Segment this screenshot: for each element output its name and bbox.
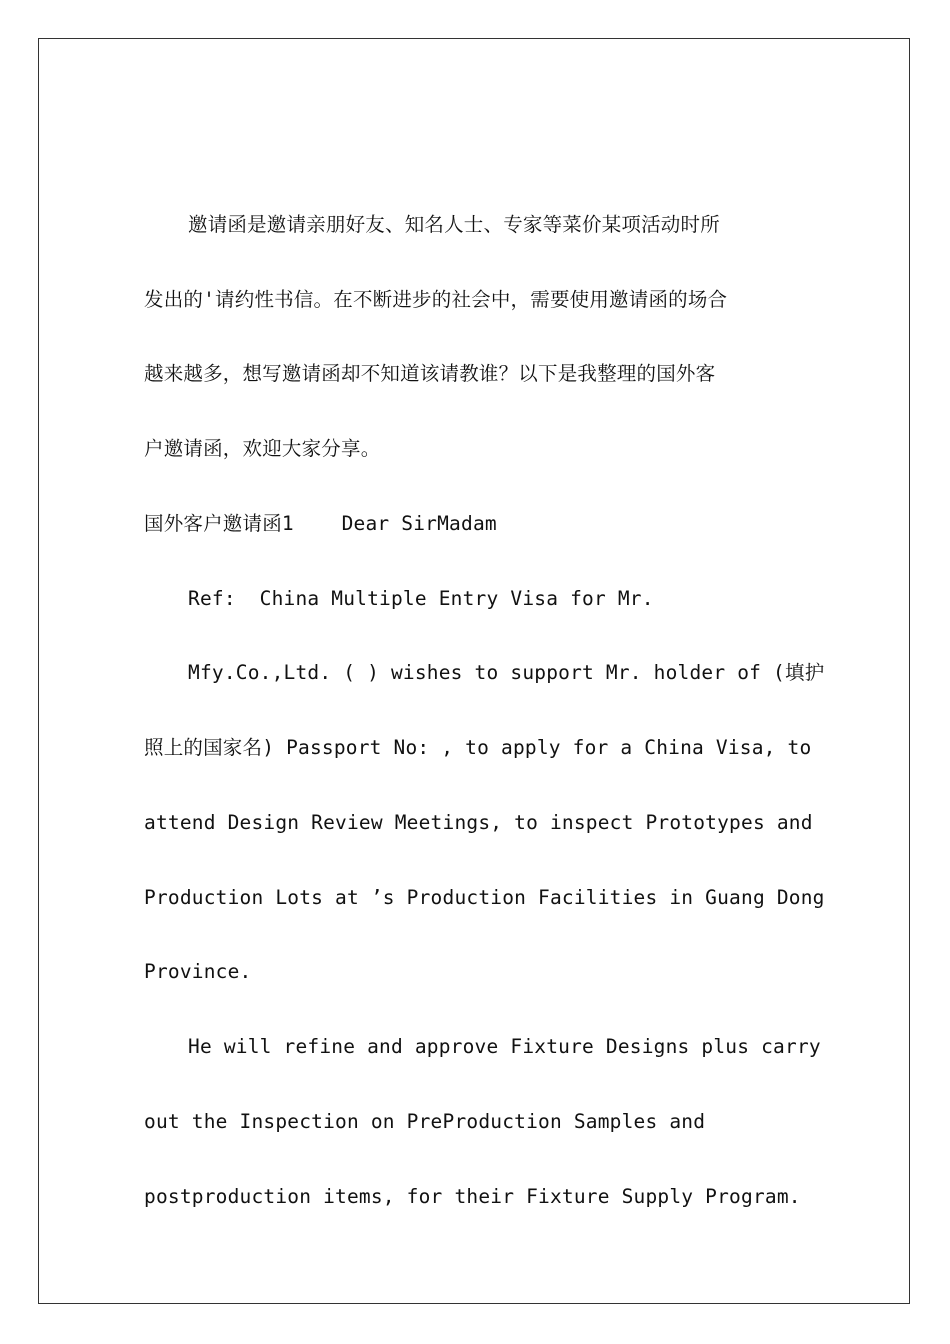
body-line-1: Mfy.Co.,Ltd. ( ) wishes to support Mr. holder of (填护 bbox=[188, 661, 825, 684]
letter-heading: 国外客户邀请函1 Dear SirMadam bbox=[144, 512, 497, 535]
ref-line: Ref: China Multiple Entry Visa for Mr. bbox=[188, 587, 654, 610]
intro-line-3: 越来越多，想写邀请函却不知道该请教谁？以下是我整理的国外客 bbox=[144, 362, 716, 385]
intro-line-1: 邀请函是邀请亲朋好友、知名人士、专家等菜价某项活动时所 bbox=[188, 213, 720, 236]
body-line-4: Production Lots at ’s Production Facilities in Guang Dong bbox=[144, 886, 825, 909]
body-line-8: postproduction items, for their Fixture Supply Program. bbox=[144, 1185, 801, 1208]
body-line-6: He will refine and approve Fixture Designs plus carry bbox=[188, 1035, 821, 1058]
intro-line-4: 户邀请函，欢迎大家分享。 bbox=[144, 437, 381, 460]
body-line-5: Province. bbox=[144, 960, 252, 983]
body-line-3: attend Design Review Meetings, to inspect Prototypes and bbox=[144, 811, 813, 834]
body-line-2: 照上的国家名) Passport No: , to apply for a China Visa, to bbox=[144, 736, 812, 759]
body-line-7: out the Inspection on PreProduction Samples and bbox=[144, 1110, 706, 1133]
intro-line-2: 发出的'请约性书信。在不断进步的社会中，需要使用邀请函的场合 bbox=[144, 288, 728, 311]
